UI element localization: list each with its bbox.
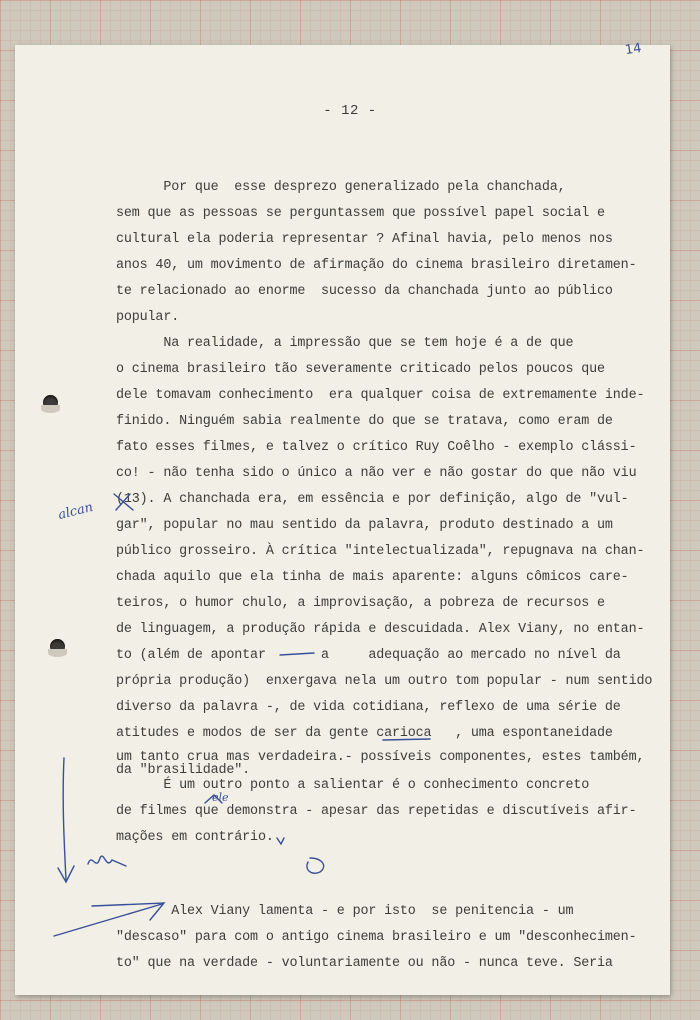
text-line: anos 40, um movimento de afirmação do cinema brasileiro diretamen-	[116, 258, 637, 273]
text-line: Na realidade, a impressão que se tem hoje é a de que	[116, 336, 574, 351]
hook-mark	[277, 838, 284, 844]
text-line: sem que as pessoas se perguntassem que possível papel social e	[116, 206, 605, 221]
margin-note: alcan	[56, 499, 95, 524]
text-line: Por que esse desprezo generalizado pela chanchada,	[116, 180, 566, 195]
text-line: dele tomavam conhecimento era qualquer coisa de extremamente inde-	[116, 388, 645, 403]
text-line: da "brasilidade".	[116, 763, 251, 778]
text-line: Alex Viany lamenta - e por isto se penitencia - um	[116, 904, 574, 919]
text-line: de filmes que demonstra - apesar das repetidas e discutíveis afir-	[116, 804, 637, 819]
strike-underline	[383, 739, 430, 740]
text-line: um tanto crua mas verdadeira.- possíveis componentes, estes também,	[116, 750, 645, 765]
text-line: cultural ela poderia representar ? Afinal havia, pelo menos nos	[116, 232, 613, 247]
text-line: própria produção) enxergava nela um outro tom popular - num sentido	[116, 674, 653, 689]
strike-underline	[280, 653, 314, 655]
scribble-mark	[88, 856, 126, 866]
diagonal-arrow	[54, 904, 162, 936]
vertical-arrow	[63, 758, 66, 880]
text-line: co! - não tenha sido o único a não ver e não gostar do que não viu	[116, 466, 637, 481]
folio-number: 14	[624, 40, 643, 59]
text-line: gar", popular no mau sentido da palavra, produto destinado a um	[116, 518, 613, 533]
text-line: teiros, o humor chulo, a improvisação, a pobreza de recursos e	[116, 596, 605, 611]
text-line: É um outro ponto a salientar é o conhecimento concreto	[116, 778, 590, 793]
text-line: público grosseiro. À crítica "intelectualizada", repugnava na chan-	[116, 544, 645, 559]
caret-mark	[205, 795, 222, 803]
text-line: popular.	[116, 310, 180, 325]
text-line: de linguagem, a produção rápida e descuidada. Alex Viany, no entan-	[116, 622, 645, 637]
page-number: - 12 -	[323, 103, 377, 119]
text-line: to (além de apontar a adequação ao mercado no nível da	[116, 648, 621, 663]
text-line: atitudes e modos de ser da gente carioca , uma espontaneidade	[116, 726, 613, 741]
loop-mark	[307, 858, 324, 873]
text-line: fato esses filmes, e talvez o crítico Ruy Coêlho - exemplo clássi-	[116, 440, 637, 455]
strike-mark	[114, 494, 133, 510]
text-line: te relacionado ao enorme sucesso da chanchada junto ao público	[116, 284, 613, 299]
text-line: chada aquilo que ela tinha de mais aparente: alguns cômicos care-	[116, 570, 629, 585]
text-line: o cinema brasileiro tão severamente criticado pelos poucos que	[116, 362, 605, 377]
handwritten-insertion: ele	[212, 791, 229, 804]
text-line: (13). A chanchada era, em essência e por definição, algo de "vul-	[116, 492, 629, 507]
text-line: to" que na verdade - voluntariamente ou não - nunca teve. Seria	[116, 956, 613, 971]
text-line: "descaso" para com o antigo cinema brasileiro e um "desconhecimen-	[116, 930, 637, 945]
text-line: diverso da palavra -, de vida cotidiana, reflexo de uma série de	[116, 700, 621, 715]
text-line: finido. Ninguém sabia realmente do que se tratava, como eram de	[116, 414, 613, 429]
text-line: mações em contrário.	[116, 830, 274, 845]
